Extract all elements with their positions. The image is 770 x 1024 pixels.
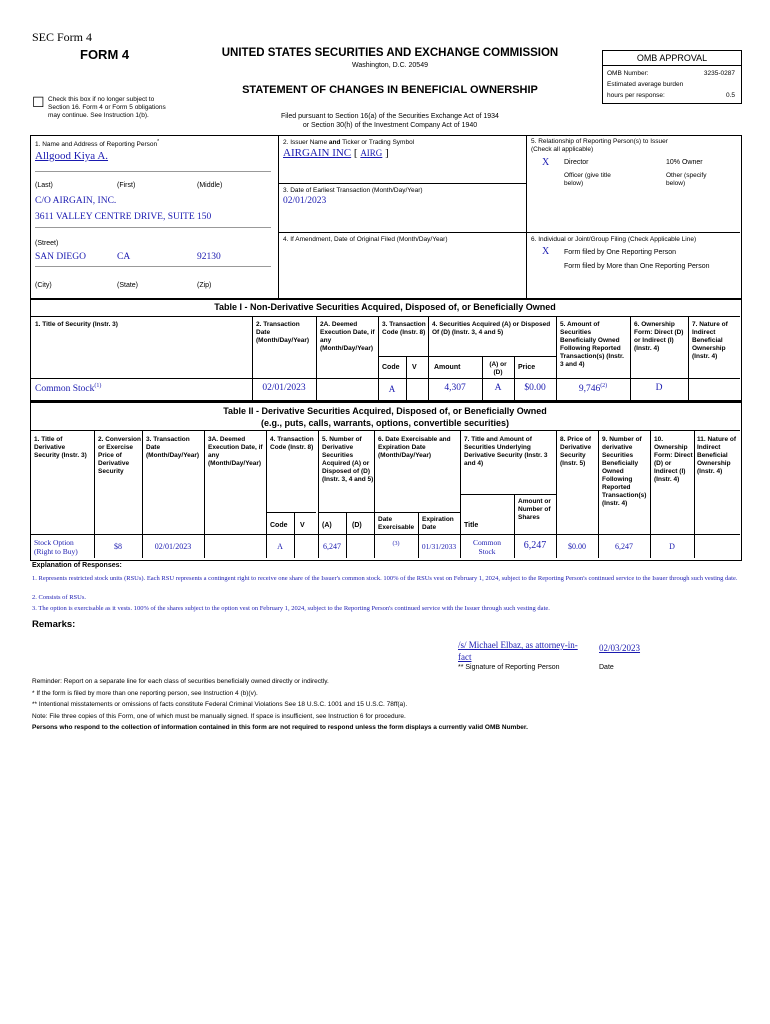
footnote-3: 3. The option is exercisable as it vests. 100% of the shares subject to the option vest on February 1, 2024, subject to the Reporting Person's continued service with the Issuer through such vesting date. bbox=[32, 605, 550, 612]
t2-col-exercisable: 6. Date Exercisable and Expiration Date (Month/Day/Year) bbox=[378, 436, 451, 459]
t2-row-exercisable: (3) bbox=[392, 541, 400, 547]
t2-row-acquired: 6,247 bbox=[323, 542, 341, 551]
director-label: Director bbox=[564, 159, 589, 166]
t1-sub-v: V bbox=[412, 364, 417, 371]
last-label: (Last) bbox=[35, 182, 53, 189]
t2-row-form: D bbox=[669, 542, 675, 551]
t1-col-deemed: 2A. Deemed Execution Date, if any (Month/Day/Year) bbox=[320, 321, 375, 352]
t2-row-underlying-title: Common Stock bbox=[473, 538, 501, 556]
note-criminal: ** Intentional misstatements or omissions of facts constitute Federal Criminal Violations See 18 U.S.C. 1001 and 15 U.S.C. 78ff(a). bbox=[32, 701, 408, 708]
t1-sub-code: Code bbox=[382, 364, 400, 371]
t2-sub-v: V bbox=[300, 522, 305, 529]
t1-row-form: D bbox=[655, 383, 663, 393]
t1-row-price: $0.00 bbox=[524, 383, 546, 393]
box5-label: 5. Relationship of Reporting Person(s) to Issuer (Check all applicable) bbox=[531, 138, 668, 153]
t1-col-title: 1. Title of Security (Instr. 3) bbox=[35, 321, 118, 328]
explanation-heading: Explanation of Responses: bbox=[32, 562, 122, 569]
t1-col-owned: 5. Amount of Securities Beneficially Owned Following Reported Transaction(s) (Instr. 3 and 4) bbox=[560, 321, 624, 368]
t1-col-acquired: 4. Securities Acquired (A) or Disposed Of (D) (Instr. 3, 4 and 5) bbox=[432, 321, 551, 336]
sec-form-label: SEC Form 4 bbox=[32, 30, 93, 44]
footnote-1: 1. Represents restricted stock units (RSUs). Each RSU represents a contingent right to receive one share of the Issuer's common stock. 100% of the RSUs vest on February 1, 2024, subject to the Reporting Person's continued service to the Issuer through such vesting date. bbox=[32, 575, 738, 582]
state-value: CA bbox=[117, 252, 131, 262]
director-check[interactable]: X bbox=[542, 157, 550, 168]
box4-label: 4. If Amendment, Date of Original Filed (Month/Day/Year) bbox=[283, 236, 448, 243]
t2-row-title: Stock Option (Right to Buy) bbox=[34, 538, 78, 556]
notes bbox=[32, 676, 528, 734]
t1-sub-price: Price bbox=[518, 364, 536, 371]
reporting-person-name[interactable]: Allgood Kiya A. bbox=[35, 150, 109, 162]
omb-approval-box: OMB APPROVAL OMB Number: 3235-0287 Estimated average burden hours per response: 0.5 bbox=[602, 50, 742, 104]
signature-name: /s/ Michael Elbaz, as attorney-in- fact bbox=[458, 640, 578, 662]
t2-col-date: 3. Transaction Date (Month/Day/Year) bbox=[146, 436, 200, 459]
street-label: (Street) bbox=[35, 240, 59, 247]
t1-col-date: 2. Transaction Date (Month/Day/Year) bbox=[256, 321, 310, 344]
first-label: (First) bbox=[117, 182, 136, 189]
note-reminder: Reminder: Report on a separate line for each class of securities beneficially owned directly or indirectly. bbox=[32, 678, 329, 685]
address-line2: 3611 VALLEY CENTRE DRIVE, SUITE 150 bbox=[35, 212, 212, 222]
statement-title: STATEMENT OF CHANGES IN BENEFICIAL OWNERSHIP bbox=[242, 84, 538, 96]
signature-date: 02/03/2023 bbox=[599, 643, 641, 653]
box6-label: 6. Individual or Joint/Group Filing (Check Applicable Line) bbox=[531, 236, 697, 243]
state-label: (State) bbox=[117, 282, 139, 289]
omb-burden-label: Estimated average burden bbox=[607, 81, 684, 88]
date-label: Date bbox=[599, 664, 614, 671]
issuer-line: AIRGAIN INC [ AIRG ] bbox=[283, 147, 389, 159]
commission-city: Washington, D.C. 20549 bbox=[351, 62, 428, 69]
more-persons-label: Form filed by More than One Reporting Person bbox=[564, 263, 710, 270]
t2-row-underlying-amount: 6,247 bbox=[523, 540, 547, 551]
t2-row-expiration: 01/31/2033 bbox=[421, 542, 457, 551]
t1-row-amount: 4,307 bbox=[444, 383, 466, 393]
middle-label: (Middle) bbox=[197, 182, 223, 189]
t2-col-underlying: 7. Title and Amount of Securities Underlying Derivative Security (Instr. 3 and 4) bbox=[464, 436, 548, 467]
t1-sub-aord: (A) or (D) bbox=[489, 361, 507, 376]
t1-row-code: A bbox=[388, 384, 396, 394]
t2-row-date: 02/01/2023 bbox=[154, 542, 192, 551]
t2-col-number: 5. Number of Derivative Securities Acquired (A) or Disposed of (D) (Instr. 3, 4 and 5) bbox=[322, 436, 374, 483]
t2-sub-amount: Amount or Number of Shares bbox=[518, 498, 551, 521]
other-label: Other (specify below) bbox=[666, 172, 707, 187]
issuer-ticker[interactable]: AIRG bbox=[360, 148, 383, 158]
t1-row-date: 02/01/2023 bbox=[262, 383, 306, 393]
t2-sub-title: Title bbox=[464, 522, 479, 529]
t2-sub-expiration: Expiration Date bbox=[422, 516, 454, 531]
t2-col-price: 8. Price of Derivative Security (Instr. 5) bbox=[560, 436, 592, 467]
ten-percent-owner-label: 10% Owner bbox=[666, 159, 703, 166]
commission-title: UNITED STATES SECURITIES AND EXCHANGE COMMISSION bbox=[221, 47, 559, 59]
box1-label: 1. Name and Address of Reporting Person* bbox=[35, 139, 160, 149]
box3-label: 3. Date of Earliest Transaction (Month/Day/Year) bbox=[283, 187, 423, 194]
table-i-title: Table I - Non-Derivative Securities Acquired, Disposed of, or Beneficially Owned bbox=[214, 302, 556, 312]
t1-row-aord: A bbox=[494, 383, 502, 393]
t2-sub-a: (A) bbox=[322, 522, 332, 529]
t2-sub-exercisable: Date Exercisable bbox=[378, 516, 415, 531]
t2-col-code: 4. Transaction Code (Instr. 8) bbox=[270, 436, 314, 451]
one-person-check[interactable]: X bbox=[542, 246, 550, 257]
t2-row-conversion-price: $8 bbox=[114, 542, 122, 551]
signature-label: ** Signature of Reporting Person bbox=[458, 664, 560, 671]
t2-col-deemed: 3A. Deemed Execution Date, if any (Month/Day/Year) bbox=[208, 436, 263, 467]
t1-sub-amount: Amount bbox=[434, 364, 461, 371]
form-title: FORM 4 bbox=[80, 47, 130, 62]
t1-col-nature: 7. Nature of Indirect Beneficial Ownership (Instr. 4) bbox=[692, 321, 728, 360]
zip-value: 92130 bbox=[197, 252, 221, 262]
checkbox-label: Check this box if no longer subject to Section 16. Form 4 or Form 5 obligations may continue. See Instruction 1(b). bbox=[48, 96, 166, 119]
t1-col-code: 3. Transaction Code (Instr. 8) bbox=[382, 321, 426, 336]
note-multiple: * If the form is filed by more than one reporting person, see Instruction 4 (b)(v). bbox=[32, 689, 258, 697]
remarks-heading: Remarks: bbox=[32, 619, 76, 630]
t2-sub-code: Code bbox=[270, 522, 288, 529]
t2-row-code: A bbox=[277, 542, 283, 551]
note-omb: Persons who respond to the collection of information contained in this form are not required to respond unless the form displays a currently valid OMB Number. bbox=[32, 724, 528, 731]
issuer-name[interactable]: AIRGAIN INC bbox=[283, 147, 352, 159]
t1-row-owned: 9,746$^{(2)}$ bbox=[578, 383, 608, 395]
t1-col-ownership: 6. Ownership Form: Direct (D) or Indirect (I) (Instr. 4) bbox=[634, 321, 684, 352]
table-ii-title: Table II - Derivative Securities Acquired, Disposed of, or Beneficially Owned (e.g., puts, calls, warrants, options, convertible securities) bbox=[223, 406, 547, 428]
t2-row-owned: 6,247 bbox=[615, 542, 633, 551]
note-copies: Note: File three copies of this Form, one of which must be manually signed. If space is insufficient, see Instruction 6 for procedure. bbox=[32, 712, 406, 720]
no-longer-subject-checkbox[interactable]: ☐ bbox=[32, 94, 45, 110]
omb-number-label: OMB Number: bbox=[607, 70, 649, 77]
t1-row-title: Common Stock$^{(1)}$ bbox=[35, 383, 102, 395]
footnote-2: 2. Consists of RSUs. bbox=[32, 594, 86, 601]
city-label: (City) bbox=[35, 282, 52, 289]
t2-col-title: 1. Title of Derivative Security (Instr. 3) bbox=[34, 436, 87, 459]
earliest-transaction-date: 02/01/2023 bbox=[283, 196, 327, 206]
box2-label: 2. Issuer Name and Ticker or Trading Symbol bbox=[283, 139, 415, 146]
address-line1: C/O AIRGAIN, INC. bbox=[35, 196, 117, 206]
city-value: SAN DIEGO bbox=[35, 252, 86, 262]
omb-title: OMB APPROVAL bbox=[603, 51, 741, 66]
zip-label: (Zip) bbox=[197, 282, 212, 289]
t2-row-derivative-price: $0.00 bbox=[568, 542, 586, 551]
omb-number: 3235-0287 bbox=[703, 70, 735, 77]
omb-burden: 0.5 bbox=[725, 92, 735, 99]
t2-col-nature: 11. Nature of Indirect Beneficial Ownership (Instr. 4) bbox=[697, 436, 737, 475]
t2-col-conversion: 2. Conversion or Exercise Price of Derivative Security bbox=[98, 436, 141, 475]
filed-pursuant: Filed pursuant to Section 16(a) of the Securities Exchange Act of 1934 or Section 30(h) of the Investment Company Act of 1940 bbox=[281, 113, 499, 129]
t2-sub-d: (D) bbox=[352, 522, 362, 529]
t2-col-ownership: 10. Ownership Form: Direct (D) or Indirect (I) (Instr. 4) bbox=[654, 436, 693, 483]
officer-label: Officer (give title below) bbox=[564, 172, 611, 187]
t2-col-owned: 9. Number of derivative Securities Beneficially Owned Following Reported Transaction(s) (Instr. 4) bbox=[602, 436, 647, 507]
one-person-label: Form filed by One Reporting Person bbox=[564, 249, 677, 256]
